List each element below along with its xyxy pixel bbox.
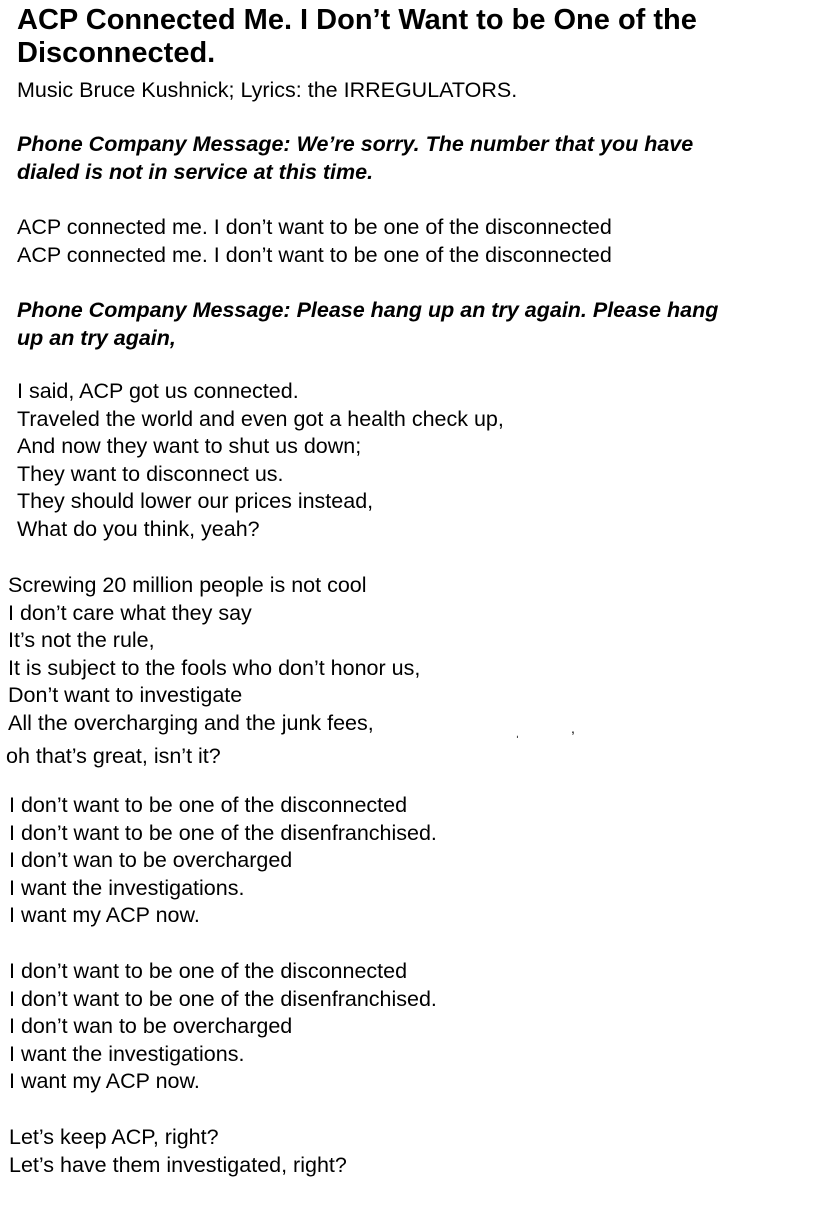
phone-message-1-line-1: Phone Company Message: We’re sorry. The number that you have (17, 132, 694, 156)
verse-2-line: All the overcharging and the junk fees, (8, 710, 374, 735)
verse-1-line: I said, ACP got us connected. (17, 379, 299, 403)
verse-1-line: They should lower our prices instead, (17, 489, 374, 514)
scan-artifact-mark: ˌ (515, 722, 520, 738)
chorus-intro-line-1: ACP connected me. I don’t want to be one of the disconnected (17, 215, 612, 239)
verse-2-line: I don’t care what they say (8, 600, 252, 625)
outro-line: Let’s have them investigated, right? (9, 1152, 347, 1177)
verse-2-last-line: oh that’s great, isn’t it? (6, 744, 221, 768)
scan-artifact-mark: , (571, 720, 575, 736)
chorus-2-line: I want my ACP now. (9, 1069, 200, 1094)
song-credits: Music Bruce Kushnick; Lyrics: the IRREGULATORS. (17, 78, 518, 102)
outro (9, 1124, 347, 1179)
verse-1-line: Traveled the world and even got a health check up, (17, 406, 504, 431)
chorus-2-line: I don’t wan to be overcharged (9, 1014, 293, 1039)
chorus-1-line: I don’t want to be one of the disenfranchised. (9, 820, 437, 845)
phone-message-2-line-1: Phone Company Message: Please hang up an try again. Please hang (17, 298, 719, 322)
verse-2-line: Don’t want to investigate (8, 683, 243, 708)
verse-1-line: They want to disconnect us. (17, 461, 284, 486)
verse-2-line: Screwing 20 million people is not cool (8, 573, 367, 597)
verse-2-line: It is subject to the fools who don’t honor us, (8, 655, 421, 680)
chorus-2-line: I don’t want to be one of the disenfranchised. (9, 986, 437, 1011)
verse-1-line: And now they want to shut us down; (17, 434, 362, 459)
outro-line: Let’s keep ACP, right? (9, 1125, 219, 1149)
chorus-1-line: I want the investigations. (9, 875, 245, 900)
chorus-2-line: I want the investigations. (9, 1041, 245, 1066)
verse-2 (8, 572, 420, 738)
verse-2-line: It’s not the rule, (8, 628, 155, 653)
chorus-1-line: I want my ACP now. (9, 903, 200, 928)
phone-message-2-line-2: up an try again, (17, 326, 176, 350)
chorus-intro-line-2: ACP connected me. I don’t want to be one of the disconnected (17, 243, 612, 267)
song-title: ACP Connected Me. I Don’t Want to be One of the Disconnected. (17, 4, 697, 69)
chorus-2 (9, 958, 437, 1096)
chorus-1-line: I don’t want to be one of the disconnected (9, 793, 408, 817)
phone-message-1-line-2: dialed is not in service at this time. (17, 160, 374, 184)
chorus-2-line: I don’t want to be one of the disconnected (9, 959, 408, 983)
chorus-1 (9, 792, 437, 930)
chorus-1-line: I don’t wan to be overcharged (9, 848, 293, 873)
verse-1 (17, 378, 504, 544)
verse-1-line: What do you think, yeah? (17, 516, 260, 541)
